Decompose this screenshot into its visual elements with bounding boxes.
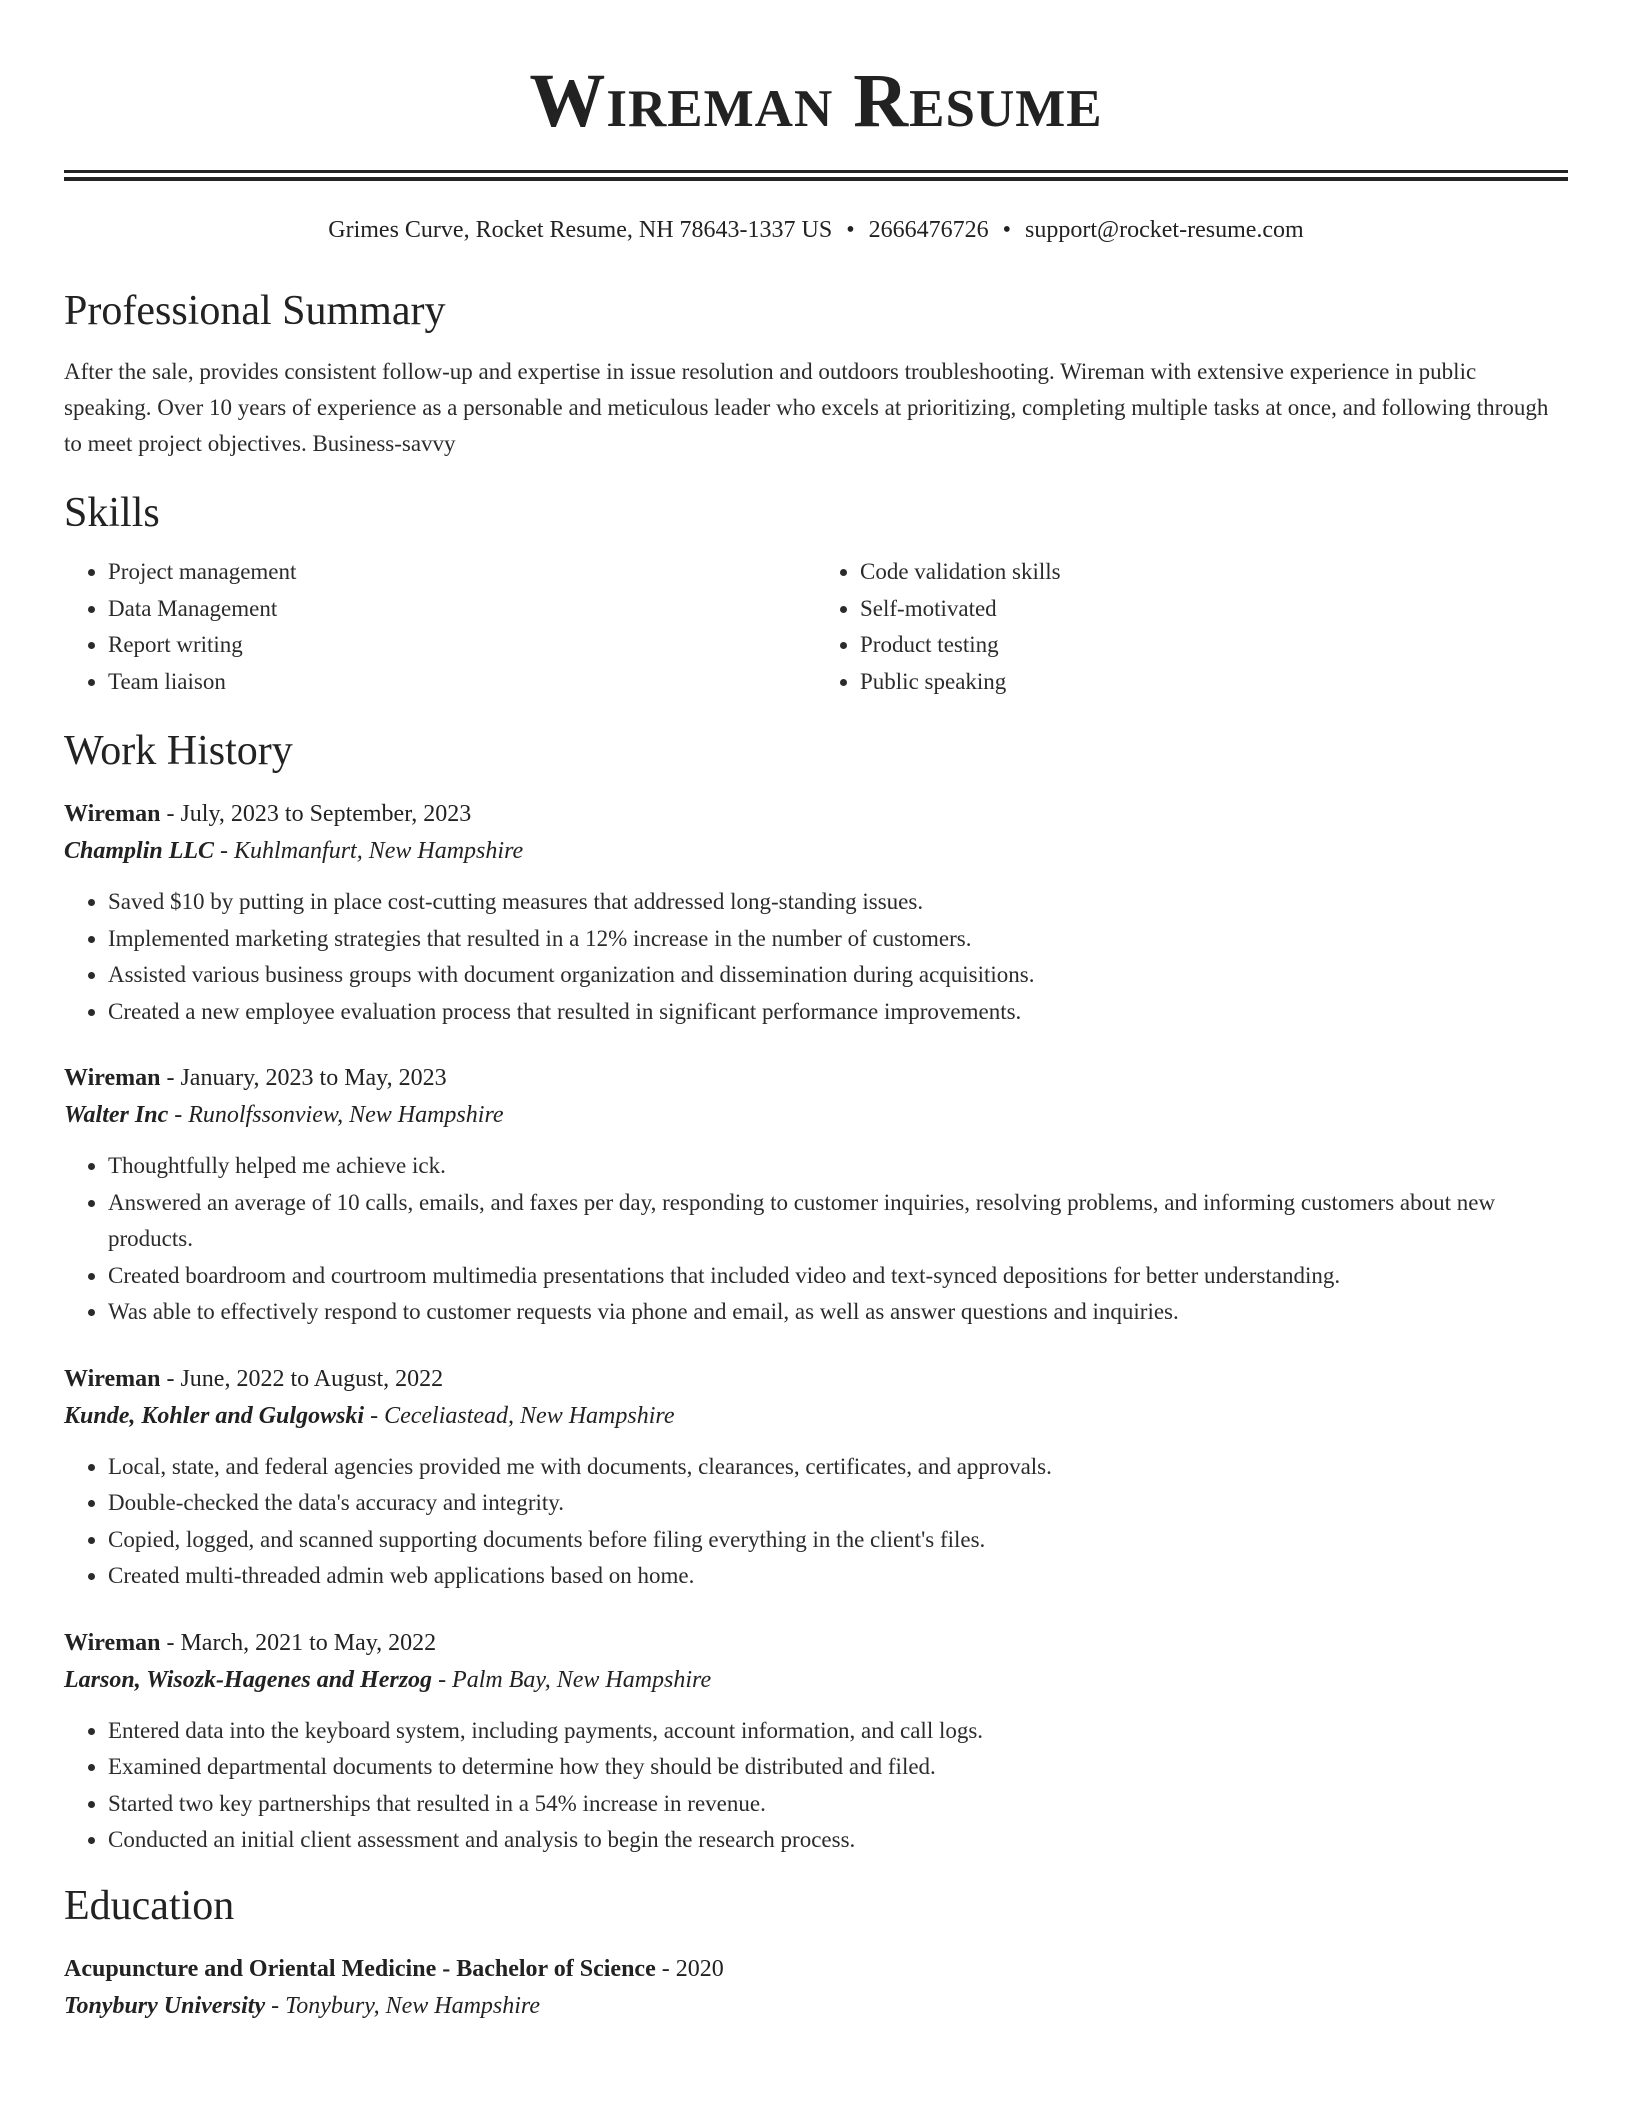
job-location: - Ceceliastead, New Hampshire bbox=[364, 1402, 675, 1429]
summary-heading: Professional Summary bbox=[64, 288, 446, 334]
job-bullets bbox=[64, 1148, 1568, 1331]
job-entry bbox=[64, 1625, 1568, 1859]
contact-address: Grimes Curve, Rocket Resume, NH 78643-1337 US bbox=[328, 217, 833, 243]
job-location: - Palm Bay, New Hampshire bbox=[432, 1666, 712, 1693]
skills-columns bbox=[64, 554, 1568, 700]
job-bullet: • Answered an average of 10 calls, emails, and faxes per day, responding to customer inquiries, resolving problems, and informing customers about new products. bbox=[108, 1185, 1568, 1258]
job-entry bbox=[64, 1060, 1568, 1331]
job-bullets bbox=[64, 1449, 1568, 1595]
education-section bbox=[64, 1881, 1568, 2025]
job-location: - Kuhlmanfurt, New Hampshire bbox=[214, 838, 524, 864]
education-degree-line bbox=[64, 1951, 1568, 1988]
summary-section bbox=[64, 286, 1568, 462]
contact-separator: • bbox=[846, 217, 855, 243]
education-degree: Acupuncture and Oriental Medicine - Bachelor of Science bbox=[64, 1955, 656, 1982]
skill-item: • Self-motivated bbox=[860, 591, 1568, 628]
job-bullet: • Local, state, and federal agencies provided me with documents, clearances, certificates, and approvals. bbox=[108, 1449, 1568, 1486]
skill-item: • Data Management bbox=[108, 591, 816, 628]
job-dates: - June, 2022 to August, 2022 bbox=[160, 1365, 444, 1392]
job-bullet: • Assisted various business groups with document organization and dissemination during acquisitions. bbox=[108, 957, 1568, 994]
skill-item: • Public speaking bbox=[860, 664, 1568, 701]
job-bullets bbox=[64, 884, 1568, 1030]
job-company: Champlin LLC bbox=[64, 838, 215, 864]
contact-line bbox=[64, 214, 1568, 246]
work-history-section bbox=[64, 726, 1568, 1859]
job-bullet: • Copied, logged, and scanned supporting documents before filing everything in the client's files. bbox=[108, 1522, 1568, 1559]
job-entry bbox=[64, 796, 1568, 1030]
job-company: Walter Inc bbox=[64, 1102, 169, 1128]
skill-item: • Team liaison bbox=[108, 664, 816, 701]
job-bullet: • Examined departmental documents to determine how they should be distributed and filed. bbox=[108, 1749, 1568, 1786]
education-school-line bbox=[64, 1988, 1568, 2025]
header-double-rule bbox=[64, 170, 1568, 180]
job-company-line bbox=[64, 833, 1568, 870]
skill-item: • Project management bbox=[108, 554, 816, 591]
contact-separator: • bbox=[1002, 217, 1012, 243]
education-school: Tonybury University bbox=[64, 1992, 266, 2019]
job-bullet: • Created multi-threaded admin web applications based on home. bbox=[108, 1558, 1568, 1595]
job-company-line bbox=[64, 1398, 1568, 1435]
job-bullet: • Created a new employee evaluation process that resulted in significant performance improvements. bbox=[108, 994, 1568, 1031]
job-bullet: • Implemented marketing strategies that resulted in a 12% increase in the number of customers. bbox=[108, 921, 1568, 958]
summary-text: After the sale, provides consistent follow-up and expertise in issue resolution and outdoors troubleshooting. Wireman with extensive experience in public speaking. Over 10 years of experience as a personable and meticulous leader who excels at prioritizing, completing multiple tasks at once, and following through to meet project objectives. Business-savvy bbox=[64, 359, 1549, 456]
job-dates: - March, 2021 to May, 2022 bbox=[160, 1629, 437, 1656]
job-title: Wireman bbox=[64, 1629, 161, 1656]
job-dates: - July, 2023 to September, 2023 bbox=[160, 801, 472, 827]
job-bullet: • Entered data into the keyboard system, including payments, account information, and call logs. bbox=[108, 1713, 1568, 1750]
skills-heading: Skills bbox=[64, 490, 160, 536]
job-company: Larson, Wisozk-Hagenes and Herzog bbox=[64, 1666, 433, 1693]
education-location: - Tonybury, New Hampshire bbox=[265, 1992, 541, 2019]
job-bullet: • Created boardroom and courtroom multimedia presentations that included video and text-synced depositions for better understanding. bbox=[108, 1258, 1568, 1295]
skill-item: • Product testing bbox=[860, 627, 1568, 664]
resume-name: Wireman Resume bbox=[529, 59, 1103, 143]
skill-item: • Code validation skills bbox=[860, 554, 1568, 591]
job-bullets bbox=[64, 1713, 1568, 1859]
contact-email: support@rocket-resume.com bbox=[1025, 217, 1304, 243]
job-bullet: • Thoughtfully helped me achieve ick. bbox=[108, 1148, 1568, 1185]
education-year: - 2020 bbox=[655, 1955, 724, 1982]
skills-right-list bbox=[816, 554, 1568, 700]
job-bullet: • Saved $10 by putting in place cost-cutting measures that addressed long-standing issues. bbox=[108, 884, 1568, 921]
job-company: Kunde, Kohler and Gulgowski bbox=[64, 1402, 365, 1429]
job-title-line bbox=[64, 796, 1568, 833]
skills-left-list bbox=[64, 554, 816, 700]
job-bullet: • Started two key partnerships that resulted in a 54% increase in revenue. bbox=[108, 1786, 1568, 1823]
job-title: Wireman bbox=[64, 801, 161, 827]
job-bullet: • Conducted an initial client assessment and analysis to begin the research process. bbox=[108, 1822, 1568, 1859]
contact-phone: 2666476726 bbox=[868, 217, 989, 243]
job-company-line bbox=[64, 1097, 1568, 1134]
education-entry bbox=[64, 1951, 1568, 2025]
job-title-line bbox=[64, 1361, 1568, 1398]
education-heading: Education bbox=[64, 1882, 235, 1929]
job-bullet: • Was able to effectively respond to customer requests via phone and email, as well as answer questions and inquiries. bbox=[108, 1294, 1568, 1331]
job-location: - Runolfssonview, New Hampshire bbox=[168, 1102, 504, 1128]
job-title: Wireman bbox=[64, 1065, 161, 1091]
job-title-line bbox=[64, 1625, 1568, 1662]
skills-section bbox=[64, 488, 1568, 700]
job-company-line bbox=[64, 1662, 1568, 1699]
job-bullet: • Double-checked the data's accuracy and integrity. bbox=[108, 1485, 1568, 1522]
job-dates: - January, 2023 to May, 2023 bbox=[160, 1065, 447, 1091]
job-entry bbox=[64, 1361, 1568, 1595]
job-title-line bbox=[64, 1060, 1568, 1097]
work-history-heading: Work History bbox=[64, 728, 293, 774]
skill-item: • Report writing bbox=[108, 627, 816, 664]
job-title: Wireman bbox=[64, 1365, 161, 1392]
